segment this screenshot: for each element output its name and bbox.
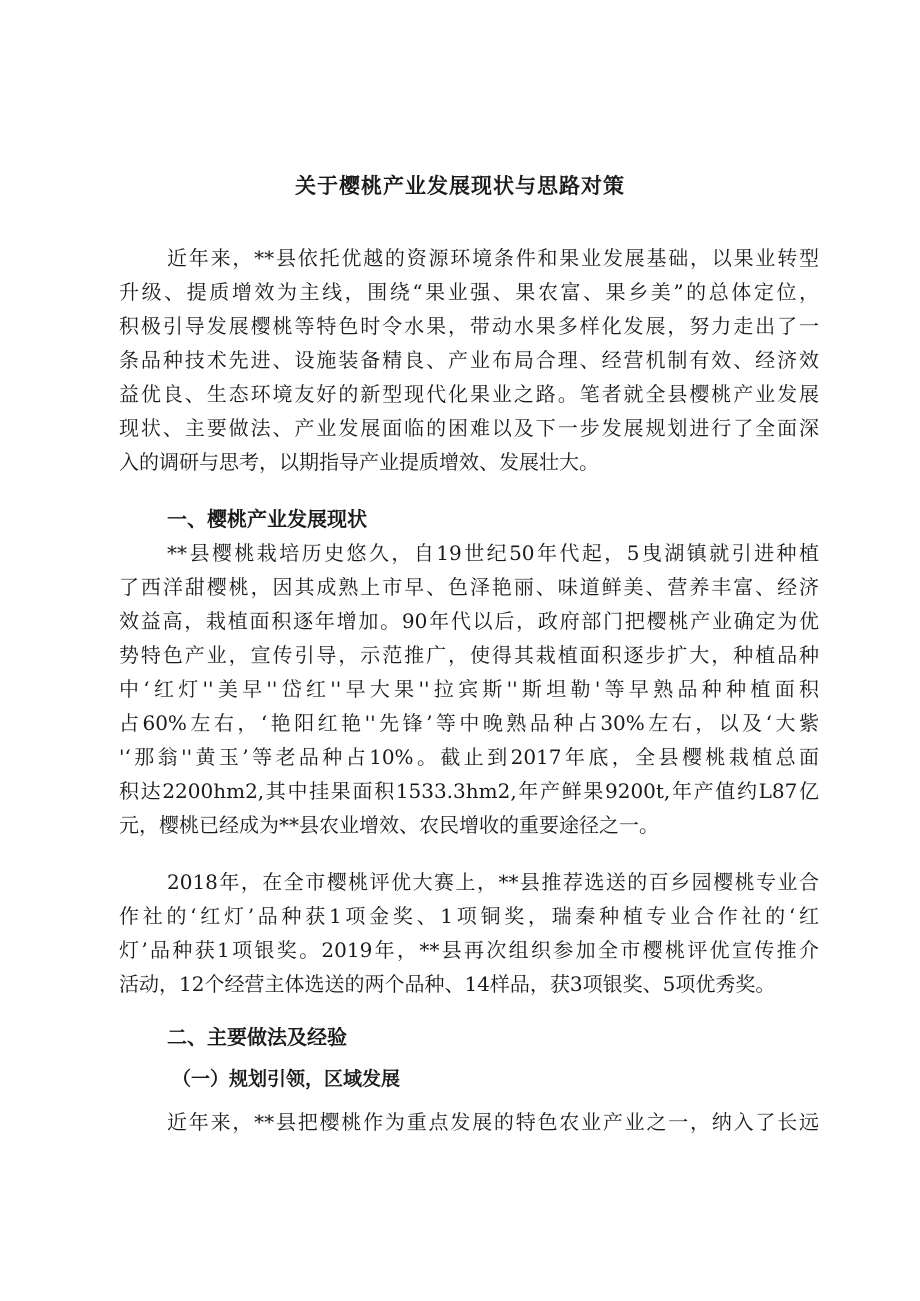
paragraph-line: 益优良、生态环境友好的新型现代化果业之路。笔者就全县樱桃产业发展 (119, 382, 819, 406)
paragraph-line: 元，樱桃已经成为**县农业增效、农民增收的重要途径之一。 (119, 813, 659, 837)
paragraph-line: 2018年，在全市樱桃评优大赛上，**县推荐选送的百乡园樱桃专业合 (167, 870, 819, 894)
paragraph-line: 中‘红灯''美早''岱红''早大果''拉宾斯''斯坦勒'等早熟品种种植面积 (119, 677, 819, 701)
section-heading-1: 一、樱桃产业发展现状 (167, 507, 367, 531)
paragraph-line: 积极引导发展樱桃等特色时令水果，带动水果多样化发展，努力走出了一 (119, 314, 819, 338)
paragraph-line: 近年来，**县依托优越的资源环境条件和果业发展基础，以果业转型 (167, 246, 819, 270)
paragraph-line: 活动，12个经营主体选送的两个品种、14样品，获3项银奖、5项优秀奖。 (119, 972, 776, 996)
subsection-heading-1: （一）规划引领，区域发展 (172, 1068, 401, 1090)
paragraph-line: 了西洋甜樱桃，因其成熟上市早、色泽艳丽、味道鲜美、营养丰富、经济 (119, 575, 819, 599)
paragraph-line: 升级、提质增效为主线，围绕“果业强、果农富、果乡美”的总体定位， (119, 280, 819, 304)
paragraph-line: '‘那翁''黄玉’等老品种占10%。截止到2017年底，全县樱桃栽植总面 (119, 745, 819, 769)
paragraph-line: 作社的‘红灯’品种获1项金奖、1项铜奖，瑞秦种植专业合作社的‘红 (119, 904, 819, 928)
paragraph-line: 近年来，**县把樱桃作为重点发展的特色农业产业之一，纳入了长远 (167, 1110, 819, 1134)
paragraph-line: **县樱桃栽培历史悠久，自19世纪50年代起，5曳湖镇就引进种植 (167, 541, 819, 565)
paragraph-line: 现状、主要做法、产业发展面临的困难以及下一步发展规划进行了全面深 (119, 416, 819, 440)
paragraph-line: 占60%左右，‘艳阳红艳''先锋’等中晚熟品种占30%左右，以及‘大紫 (119, 711, 819, 735)
document-title: 关于樱桃产业发展现状与思路对策 (295, 174, 625, 198)
paragraph-line: 灯’品种获1项银奖。2019年，**县再次组织参加全市樱桃评优宣传推介 (119, 938, 819, 962)
paragraph-line: 入的调研与思考，以期指导产业提质增效、发展壮大。 (119, 450, 599, 474)
paragraph-line: 效益高，栽植面积逐年增加。90年代以后，政府部门把樱桃产业确定为优 (119, 609, 819, 633)
paragraph-line: 条品种技术先进、设施装备精良、产业布局合理、经营机制有效、经济效 (119, 348, 819, 372)
paragraph-line: 势特色产业，宣传引导，示范推广，使得其栽植面积逐步扩大，种植品种 (119, 643, 819, 667)
paragraph-line: 积达2200hm2,其中挂果面积1533.3hm2,年产鲜果9200t,年产值约L87亿 (119, 779, 819, 803)
section-heading-2: 二、主要做法及经验 (167, 1025, 347, 1049)
